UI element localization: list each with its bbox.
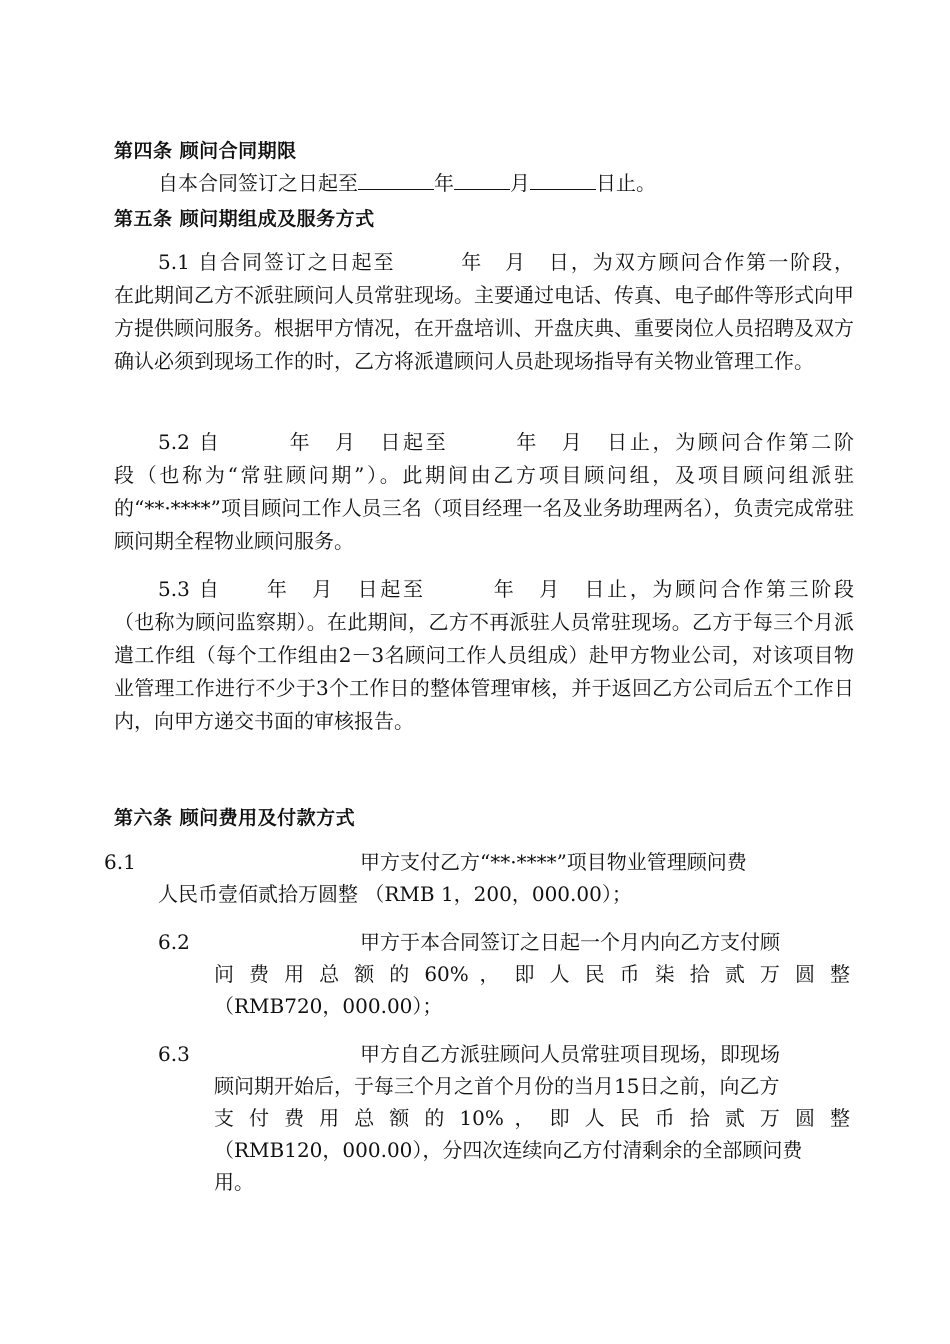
clause-6-2-line-1: 甲方于本合同签订之日起一个月内向乙方支付顾: [360, 930, 780, 954]
clause-5-3: [114, 573, 854, 738]
clause-6-3-line-3: 支 付 费 用 总 额 的 10% ， 即 人 民 币 拾 贰 万 圆 整: [214, 1106, 850, 1130]
day-blank: [530, 169, 596, 190]
month-blank: [454, 169, 510, 190]
clause-6-2-line-2: 问 费 用 总 额 的 60% ， 即 人 民 币 柒 拾 贰 万 圆 整: [214, 962, 850, 986]
clause-6-3-line-4: （RMB120，000.00），分四次连续向乙方付清剩余的全部顾问费: [214, 1138, 803, 1162]
clause-6-2-line-3: （RMB720，000.00）；: [214, 994, 443, 1018]
article-5-heading: 第五条 顾问期组成及服务方式: [114, 208, 375, 230]
article-4-heading: 第四条 顾问合同期限: [114, 140, 297, 162]
clause-5-1: [114, 246, 854, 378]
clause-6-1-line-2: 人民币壹佰贰拾万圆整 （RMB 1，200，000.00）；: [158, 882, 632, 906]
year-label: 年: [434, 171, 454, 195]
clause-6-3-line-5: 用。: [214, 1170, 254, 1194]
clause-5-1-line-1: 5.1 自合同签订之日起至 年 月 日，为双方顾问合作第一阶段，: [158, 250, 854, 274]
clause-6-2-number: 6.2: [158, 930, 190, 954]
article-4-end: 日止。: [596, 171, 656, 195]
clause-5-3-rest: （也称为顾问监察期）。在此期间，乙方不再派驻人员常驻现场。乙方于每三个月派遣工作组（每个工作组由2－3名顾问工作人员组成）赴甲方物业公司，对该项目物业管理工作进行不少于3个工作日的整体管理审核，并于返回乙方公司后五个工作日内，向甲方递交书面的审核报告。: [114, 610, 854, 733]
year-blank: [358, 169, 434, 190]
clause-6-1-number: 6.1: [104, 850, 136, 874]
clause-6-3-number: 6.3: [158, 1042, 190, 1066]
article-6-heading: 第六条 顾问费用及付款方式: [114, 807, 356, 829]
clause-5-1-rest: 在此期间乙方不派驻顾问人员常驻现场。主要通过电话、传真、电子邮件等形式向甲方提供顾问服务。根据甲方情况，在开盘培训、开盘庆典、重要岗位人员招聘及双方确认必须到现场工作的时，乙方将派遣顾问人员赴现场指导有关物业管理工作。: [114, 283, 854, 373]
month-label: 月: [510, 171, 530, 195]
clause-6-1-line-1: 甲方支付乙方“**·****”项目物业管理顾问费: [360, 850, 747, 874]
clause-5-2-rest: 段（也称为“常驻顾问期”）。此期间由乙方项目顾问组，及项目顾问组派驻的“**·****”项目顾问工作人员三名（项目经理一名及业务助理两名），负责完成常驻顾问期全程物业顾问服务。: [114, 463, 854, 553]
article-4-text: [158, 169, 656, 197]
clause-6-3-line-1: 甲方自乙方派驻顾问人员常驻项目现场，即现场: [360, 1042, 780, 1066]
clause-6-3-line-2: 顾问期开始后，于每三个月之首个月份的当月15日之前，向乙方: [214, 1074, 780, 1098]
clause-5-3-line-1: 5.3 自 年 月 日起至 年 月 日止，为顾问合作第三阶段: [158, 577, 854, 601]
clause-5-2: [114, 426, 854, 558]
clause-5-2-line-1: 5.2 自 年 月 日起至 年 月 日止，为顾问合作第二阶: [158, 430, 854, 454]
article-4-pre: 自本合同签订之日起至: [158, 171, 358, 195]
